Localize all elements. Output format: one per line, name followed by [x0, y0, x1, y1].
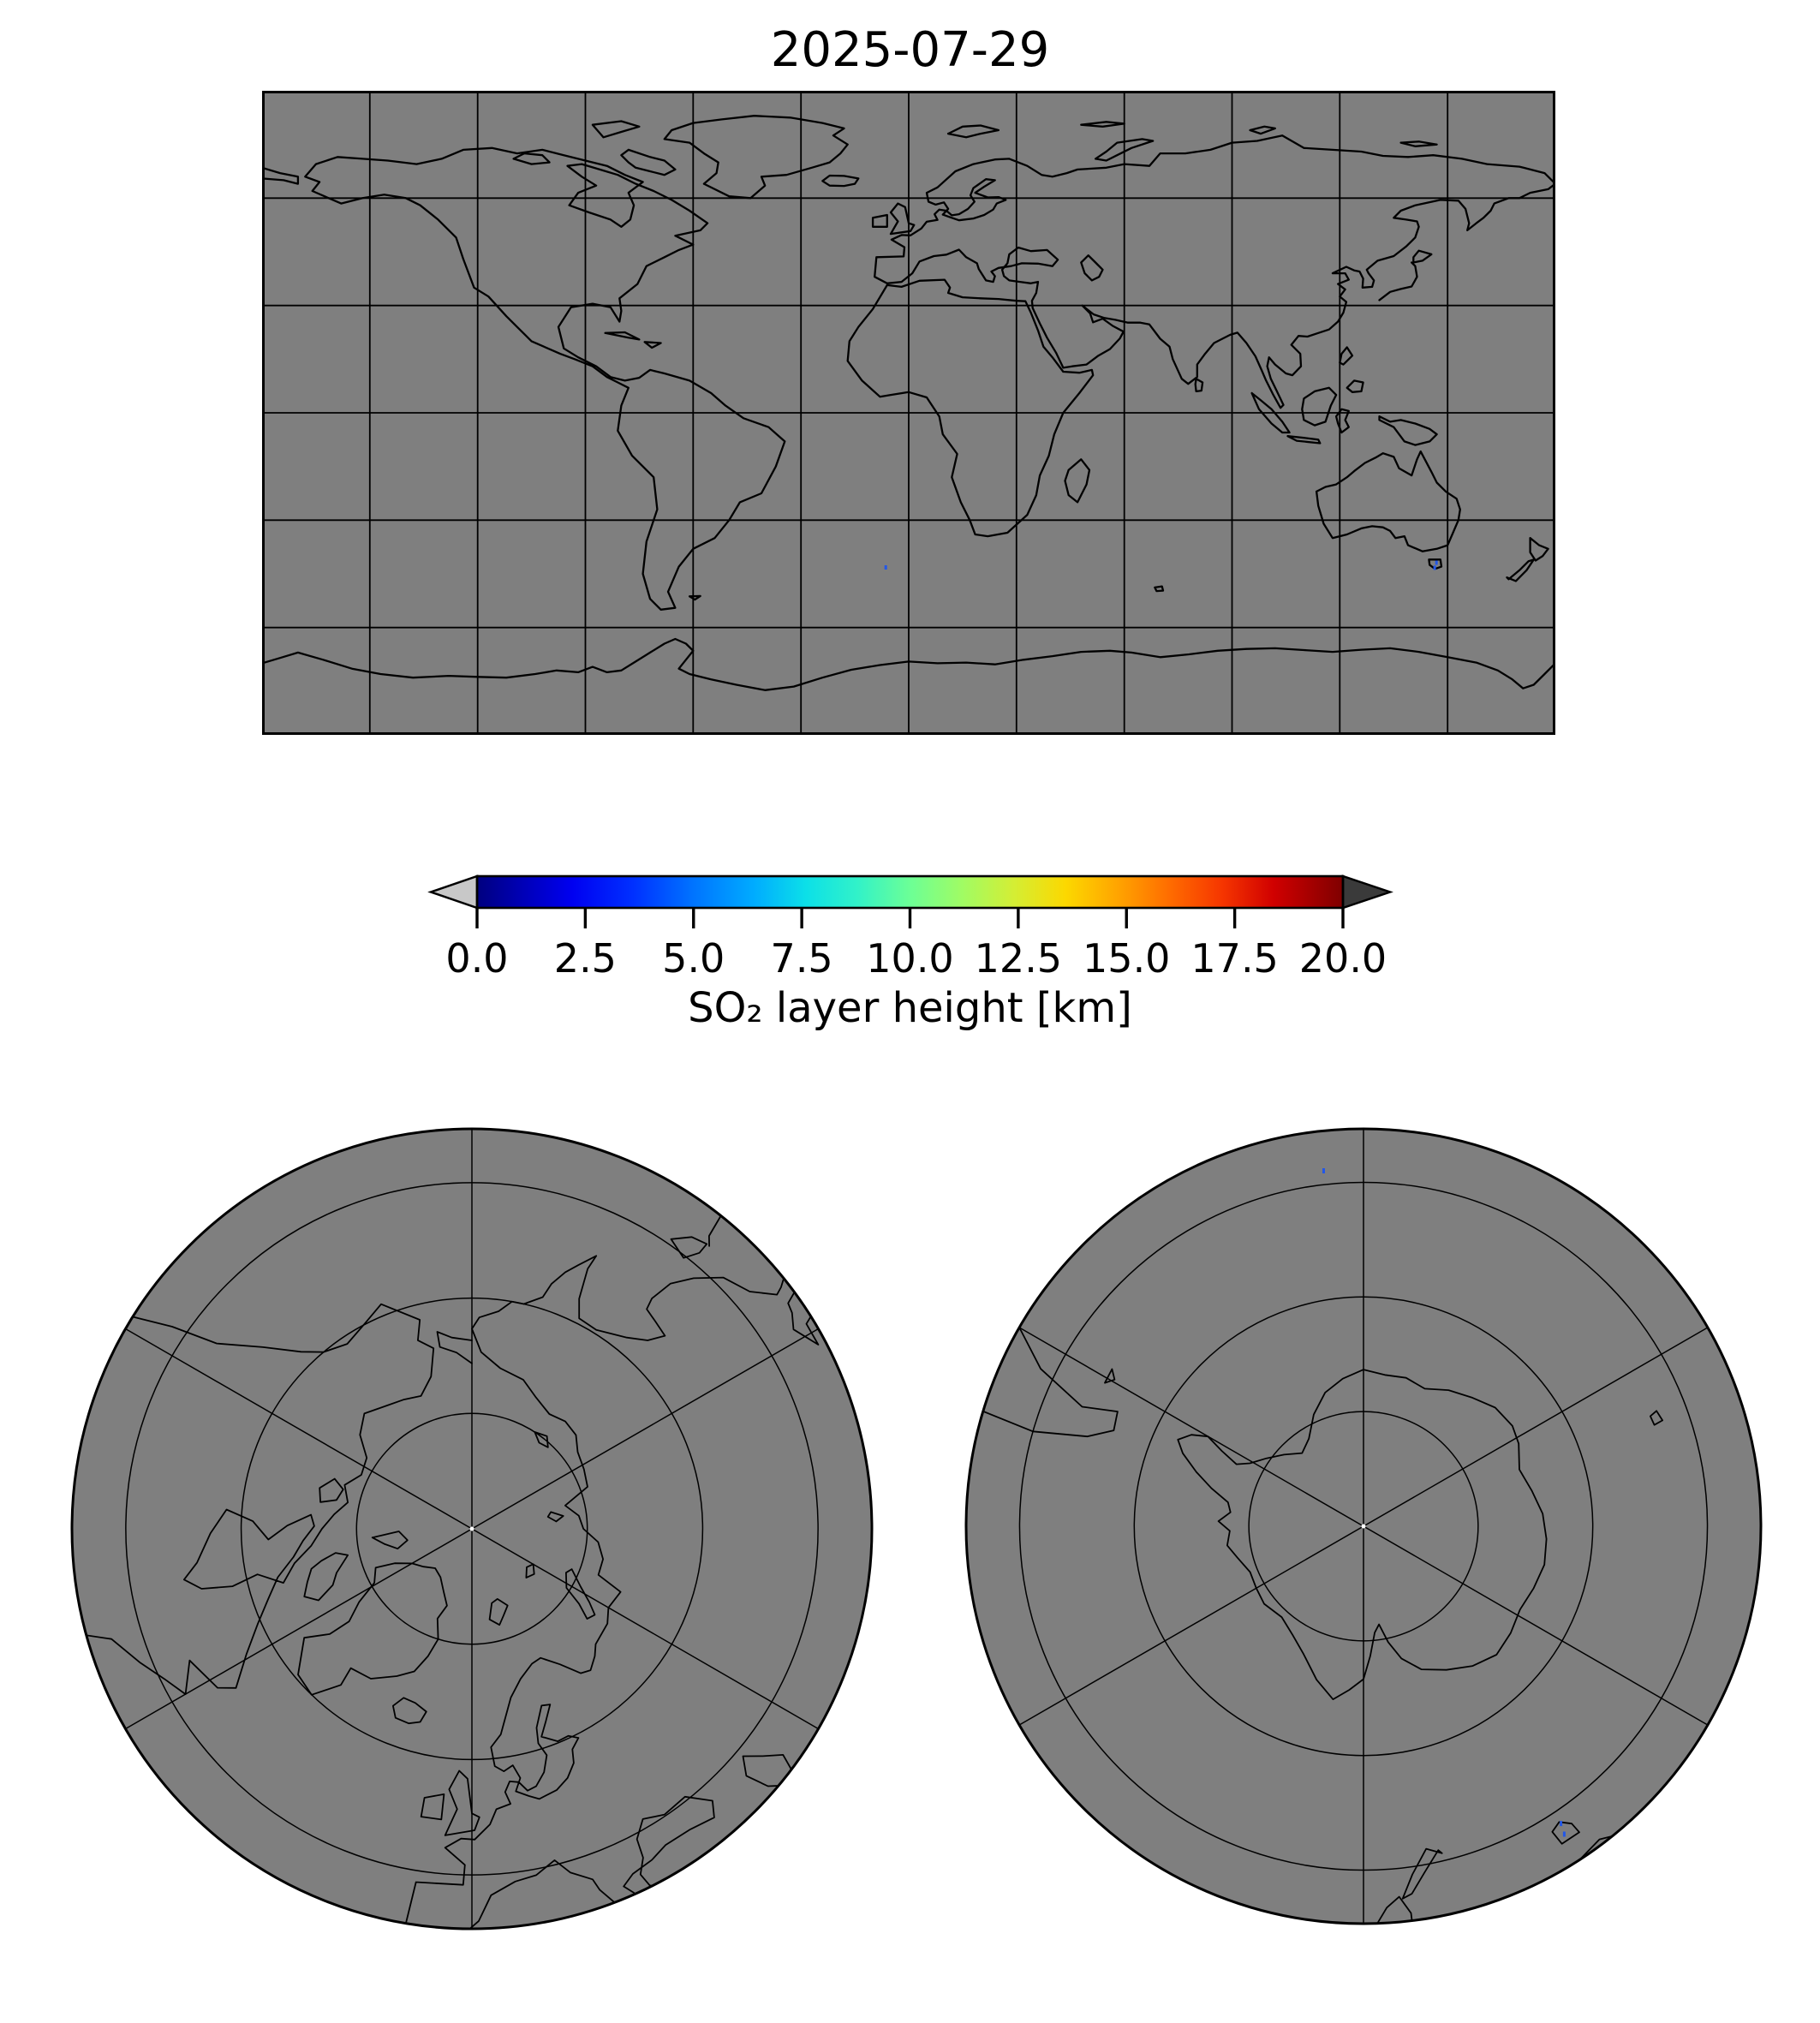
colorbar-over-arrow: [1343, 876, 1390, 908]
colorbar-tick-label: 12.5: [974, 935, 1063, 982]
colorbar-tick-label: 7.5: [770, 935, 833, 982]
colorbar-tick-label: 15.0: [1083, 935, 1171, 982]
south-pole-dot: [1362, 1525, 1366, 1529]
north-polar-panel: [69, 1126, 874, 1931]
figure-title: 2025-07-29: [770, 22, 1050, 78]
north-polar-map: [69, 1126, 874, 1931]
south-polar-map: [964, 1127, 1763, 1925]
colorbar-under-arrow: [431, 876, 477, 908]
global-map: [262, 91, 1555, 735]
colorbar-tick-label: 17.5: [1190, 935, 1279, 982]
colorbar-gradient: [477, 876, 1343, 908]
colorbar-tick-label: 5.0: [662, 935, 725, 982]
colorbar-panel: [377, 861, 1447, 1041]
colorbar-tick-label: 2.5: [553, 935, 617, 982]
colorbar-axis-label: SO₂ layer height [km]: [688, 984, 1132, 1032]
colorbar-tick-label: 0.0: [445, 935, 509, 982]
south-polar-panel: [964, 1127, 1763, 1925]
colorbar-ticks: [477, 908, 1343, 928]
colorbar-tick-label: 20.0: [1298, 935, 1387, 982]
colorbar-tick-labels: [445, 935, 1387, 982]
colorbar: [377, 861, 1447, 1041]
north-pole-dot: [470, 1527, 474, 1531]
global-map-panel: [262, 91, 1555, 735]
colorbar-tick-label: 10.0: [866, 935, 954, 982]
